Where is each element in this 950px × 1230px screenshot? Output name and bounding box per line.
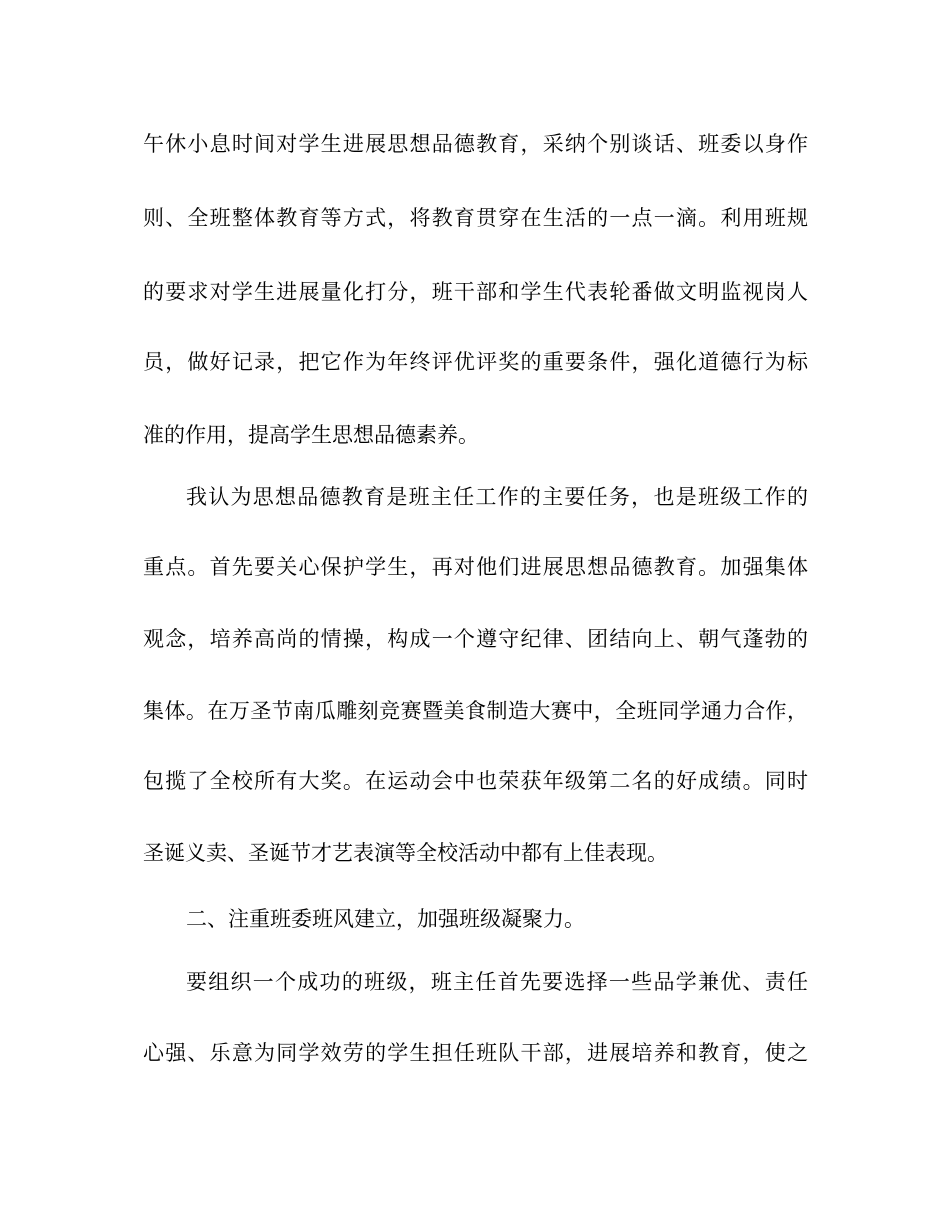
text-line: 重点。首先要关心保护学生，再对他们进展思想品德教育。加强集体 xyxy=(143,555,808,579)
text-line: 午休小息时间对学生进展思想品德教育，采纳个别谈话、班委以身作 xyxy=(143,132,808,156)
text-line: 心强、乐意为同学效劳的学生担任班队干部，进展培养和教育，使之 xyxy=(143,1041,808,1065)
text-line: 包揽了全校所有大奖。在运动会中也荣获年级第二名的好成绩。同时 xyxy=(143,769,808,793)
paragraph-first-line: 我认为思想品德教育是班主任工作的主要任务，也是班级工作的 xyxy=(186,485,808,509)
text-line: 的要求对学生进展量化打分，班干部和学生代表轮番做文明监视岗人 xyxy=(143,280,808,304)
paragraph-first-line: 要组织一个成功的班级，班主任首先要选择一些品学兼优、责任 xyxy=(186,970,808,994)
text-line: 圣诞义卖、圣诞节才艺表演等全校活动中都有上佳表现。 xyxy=(143,841,668,865)
text-line: 观念，培养高尚的情操，构成一个遵守纪律、团结向上、朝气蓬勃的 xyxy=(143,627,808,651)
text-line: 员，做好记录，把它作为年终评优评奖的重要条件，强化道德行为标 xyxy=(143,350,808,374)
text-line: 准的作用，提高学生思想品德素养。 xyxy=(143,423,479,447)
text-line: 集体。在万圣节南瓜雕刻竞赛暨美食制造大赛中，全班同学通力合作， xyxy=(143,699,808,723)
section-heading: 二、注重班委班风建立，加强班级凝聚力。 xyxy=(186,907,585,931)
text-line: 则、全班整体教育等方式，将教育贯穿在生活的一点一滴。利用班规 xyxy=(143,206,808,230)
